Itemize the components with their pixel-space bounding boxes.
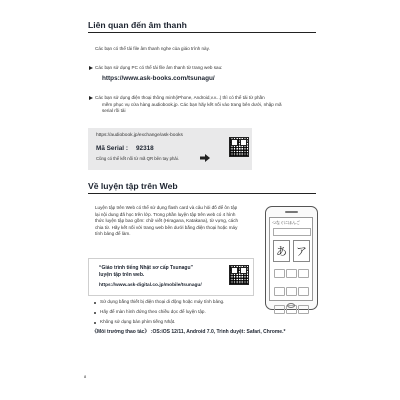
bullet-dot-icon bbox=[94, 322, 96, 324]
section-web-practice-title: Về luyện tập trên Web bbox=[88, 181, 178, 191]
web-practice-box-title bbox=[99, 265, 209, 278]
triangle-bullet-icon bbox=[89, 96, 93, 100]
page-number: 8 bbox=[84, 374, 87, 379]
triangle-bullet-icon bbox=[89, 66, 93, 70]
phone-instructions-line-3: serial rồi tải bbox=[102, 108, 126, 113]
key bbox=[298, 269, 309, 278]
section-audio-title: Liên quan đến âm thanh bbox=[88, 20, 187, 30]
qr-code-web-practice[interactable] bbox=[229, 265, 249, 285]
section-audio-title-bar bbox=[88, 20, 316, 33]
phone-app-header: つなぐにほんご bbox=[272, 220, 300, 225]
katakana-card: ア bbox=[293, 240, 310, 262]
operating-environment: 《Môi trường thao tác》 :OS:iOS 12/11, Android 7.0, Trình duyệt: Safari, Chrome.* bbox=[92, 329, 286, 335]
pc-download-link[interactable]: https://www.ask-books.com/tsunagu/ bbox=[102, 75, 215, 82]
qr-note: Cũng có thể kết nối từ mã QR bên tay phải. bbox=[96, 156, 179, 161]
bullet-dot-icon bbox=[94, 302, 96, 304]
serial-value: 92318 bbox=[135, 145, 154, 152]
box-title-line-1: “Giáo trình tiếng Nhật sơ cấp Tsunagu” bbox=[99, 265, 194, 271]
serial-line bbox=[96, 145, 154, 152]
smartphone-illustration bbox=[265, 206, 318, 310]
bullet-dot-icon bbox=[94, 312, 96, 314]
note-item: Hãy để màn hình đứng theo chiều dọc để luyện tập. bbox=[100, 309, 206, 314]
key bbox=[274, 269, 285, 278]
practice-para-line-1: Luyện tập trên Web có thể sử dụng flash card và câu hỏi đố để ôn tập bbox=[95, 205, 238, 210]
key bbox=[286, 287, 297, 296]
note-item: Không sử dụng bàn phím tiếng Nhật. bbox=[100, 319, 176, 324]
arrow-right-icon bbox=[200, 154, 210, 162]
key bbox=[274, 305, 285, 314]
hiragana-card: あ bbox=[273, 240, 290, 262]
phone-keypad bbox=[273, 266, 311, 320]
serial-label: Mã Serial : bbox=[96, 145, 128, 152]
section-web-practice-title-bar bbox=[88, 181, 316, 194]
key bbox=[298, 305, 309, 314]
practice-para-line-2: lại nội dung đã học trên lớp. Trong phần luyện tập trên web có 4 hình bbox=[95, 211, 236, 217]
key bbox=[274, 287, 285, 296]
key bbox=[298, 287, 309, 296]
web-practice-link[interactable]: https://www.ask-digital.co.jp/mobile/tsunagu/ bbox=[99, 283, 202, 288]
pc-instructions: Các bạn sử dụng PC có thể tải file âm thanh từ trang web sau: bbox=[95, 65, 223, 70]
audiobook-link[interactable]: https://audiobook.jp/exchange/ask-books bbox=[96, 133, 183, 138]
phone-instructions-line-1: Các bạn sử dụng điện thoại thông minh(iPhone, Android,v.v...) thì có thể tải từ phần bbox=[95, 95, 265, 100]
phone-screen bbox=[269, 217, 313, 301]
speaker-grille bbox=[285, 211, 298, 213]
phone-top-bar bbox=[273, 228, 311, 236]
home-button bbox=[287, 303, 295, 308]
practice-para-line-4: chia từ. Hãy kết nối với trang web bên dưới bằng điện thoại hoặc máy bbox=[95, 224, 238, 230]
box-title-line-2: luyện tập trên web. bbox=[99, 271, 145, 278]
phone-instructions-line-2: mềm phục vụ cửa hàng audiobook.jp. Các bạn hãy kết nối vào trang bên dưới, nhập mã bbox=[102, 101, 282, 107]
note-item: Sử dụng bằng thiết bị điện thoại di động hoặc máy tính bảng. bbox=[100, 299, 225, 304]
key bbox=[286, 269, 297, 278]
practice-para-line-3: thức luyện tập bao gồm: chữ viết (Hiragana, Katakana), từ vựng, cách bbox=[95, 218, 239, 223]
audio-intro: Các bạn có thể tải file âm thanh nghe của giáo trình này. bbox=[95, 46, 210, 51]
practice-para-line-5: tính bảng để làm. bbox=[95, 231, 131, 236]
qr-code-audio[interactable] bbox=[229, 137, 249, 157]
